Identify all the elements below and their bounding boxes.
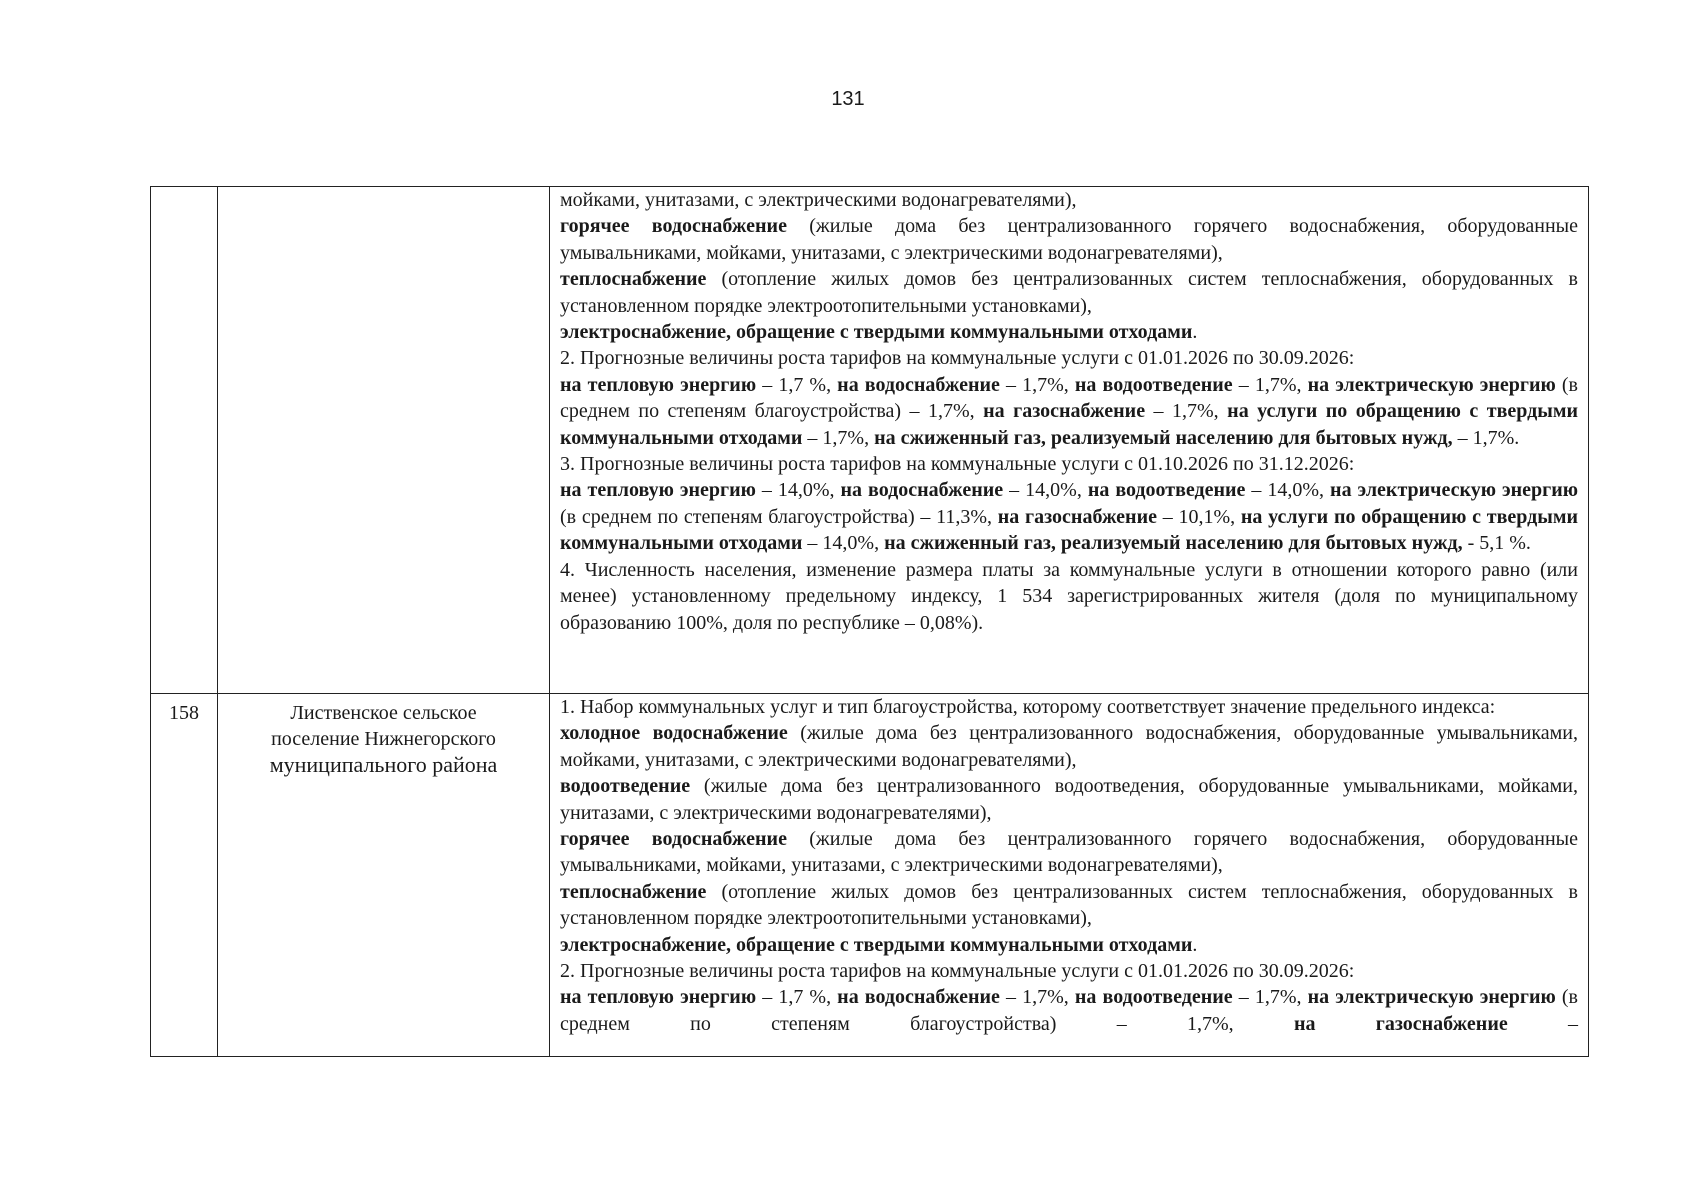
service-name: горячее водоснабжение	[560, 828, 787, 851]
municipality-name-line: Лиственское сельское	[290, 702, 477, 724]
service-detail: .	[1192, 321, 1198, 344]
desc-paragraph	[560, 319, 1578, 345]
desc-paragraph	[560, 932, 1578, 958]
tariff-item-value: (в среднем по степеням благоустройства) – 1,7%,	[560, 373, 1578, 423]
tariff-item-label: на водоотведение	[1087, 479, 1246, 502]
tariff-item-label: на водоснабжение	[837, 986, 1000, 1009]
tariff-item-label: на сжиженный газ, реализуемый населению для бытовых нужд,	[884, 532, 1463, 555]
description-cell	[550, 187, 1589, 694]
description-cell	[550, 694, 1589, 1057]
page-number: 131	[831, 88, 865, 110]
tariff-item-value: – 1,7%,	[1232, 373, 1308, 396]
tariff-item-label: на сжиженный газ, реализуемый населению для бытовых нужд,	[874, 426, 1453, 449]
tariff-item-value: – 14,0%,	[1245, 479, 1331, 502]
municipality-name-line: поселение Нижнегорского	[271, 728, 496, 750]
tariff-item-value: (в среднем по степеням благоустройства) – 1,7%,	[560, 986, 1578, 1035]
tariff-item-label: на водоотведение	[1074, 373, 1233, 396]
tariff-item-value: – 1,7%,	[802, 426, 875, 449]
service-detail: (жилые дома без централизованного водоотведения, оборудованные умывальниками, мойками, унитазами, с электрическими водонагревателями),	[560, 775, 1578, 824]
row-number-cell: 158	[151, 694, 218, 1057]
tariff-item-label: на газоснабжение	[1293, 1012, 1508, 1035]
service-detail: (отопление жилых домов без централизованных систем теплоснабжения, оборудованных в установленном порядке электроотопительными установками),	[560, 268, 1578, 317]
service-name: электроснабжение, обращение с твердыми коммунальными отходами	[560, 321, 1193, 344]
tariff-item-value: – 1,7 %,	[756, 986, 838, 1009]
municipality-name-cell	[218, 187, 550, 694]
tariff-item-label: на электрическую энергию	[1307, 986, 1556, 1009]
municipality-tariff-table	[150, 186, 1589, 1057]
service-name: электроснабжение, обращение с твердыми коммунальными отходами	[560, 933, 1193, 956]
tariff-item-value: – 1,7%,	[999, 986, 1075, 1009]
service-detail: (отопление жилых домов без централизованных систем теплоснабжения, оборудованных в установленном порядке электроотопительными установками),	[560, 880, 1578, 930]
tariff-item-label: на электрическую энергию	[1330, 479, 1579, 502]
tariff-item-label: на газоснабжение	[997, 505, 1157, 528]
tariff-item-value: – 1,7%,	[1232, 986, 1308, 1009]
desc-paragraph	[560, 773, 1578, 826]
desc-paragraph: 2. Прогнозные величины роста тарифов на коммунальные услуги с 01.01.2026 по 30.09.2026:	[560, 960, 1355, 983]
desc-paragraph: 2. Прогнозные величины роста тарифов на коммунальные услуги с 01.01.2026 по 30.09.2026:	[560, 347, 1355, 370]
tariff-item-label: на услуги по обращению с твердыми коммунальными отходами	[560, 400, 1579, 449]
tariff-growth-paragraph	[560, 984, 1578, 1037]
tariff-item-value: – 14,0%,	[802, 532, 885, 555]
tariff-item-value: – 1,7%.	[1452, 426, 1520, 449]
tariff-item-value: – 14,0%,	[1003, 479, 1088, 502]
tariff-item-label: на водоснабжение	[837, 373, 1000, 396]
service-name: холодное водоснабжение	[560, 722, 788, 745]
tariff-item-label: на тепловую энергию	[560, 373, 757, 396]
tariff-item-value: - 5,1 %.	[1462, 532, 1531, 555]
municipality-name-cell	[218, 694, 550, 1057]
tariff-item-label: на водоснабжение	[840, 479, 1004, 502]
service-detail: (жилые дома без централизованного горячего водоснабжения, оборудованные умывальниками, мойками, унитазами, с электрическими водонагревателями),	[560, 215, 1578, 264]
tariff-item-value: – 10,1%,	[1156, 505, 1241, 528]
desc-paragraph	[560, 720, 1578, 773]
tariff-item-label: на водоотведение	[1074, 986, 1233, 1009]
tariff-item-label: на газоснабжение	[983, 400, 1146, 423]
desc-paragraph	[560, 213, 1578, 266]
service-name: теплоснабжение	[560, 268, 707, 291]
tariff-item-value: – 1,7%,	[999, 373, 1075, 396]
desc-paragraph: 3. Прогнозные величины роста тарифов на коммунальные услуги с 01.10.2026 по 31.12.2026:	[560, 453, 1355, 476]
desc-paragraph	[560, 879, 1578, 932]
desc-paragraph: мойками, унитазами, с электрическими водонагревателями),	[560, 189, 1077, 211]
service-detail: (жилые дома без централизованного горячего водоснабжения, оборудованные умывальниками, мойками, унитазами, с электрическими водонагревателями),	[560, 828, 1578, 877]
desc-paragraph	[560, 826, 1578, 879]
row-number-cell	[151, 187, 218, 694]
tariff-item-label: на электрическую энергию	[1307, 373, 1556, 396]
service-name: водоотведение	[560, 775, 691, 798]
municipality-name-line: муниципального района	[269, 752, 498, 777]
tariff-item-label: на услуги по обращению с твердыми коммунальными отходами	[560, 505, 1578, 555]
desc-paragraph	[560, 266, 1578, 319]
service-name: горячее водоснабжение	[560, 215, 787, 238]
tariff-item-label: на тепловую энергию	[560, 986, 757, 1009]
tariff-item-label: на тепловую энергию	[560, 479, 756, 502]
tariff-item-value: –	[1507, 1012, 1578, 1035]
service-detail: .	[1192, 933, 1198, 956]
tariff-item-value: – 1,7%,	[1145, 400, 1228, 423]
population-paragraph: 4. Численность населения, изменение размера платы за коммунальные услуги в отношении которого равно (или менее) установленному предельному индексу, 1 534 зарегистрированных жителя (доля по муниципальному образованию 100%, доля по республике – 0,08%).	[560, 558, 1578, 634]
tariff-growth-paragraph	[560, 372, 1578, 451]
service-name: теплоснабжение	[560, 880, 707, 903]
tariff-item-value: – 1,7 %,	[756, 373, 838, 396]
service-detail: (жилые дома без централизованного водоснабжения, оборудованные умывальниками, мойками, унитазами, с электрическими водонагревателями),	[560, 722, 1578, 771]
table-row	[151, 187, 1589, 694]
tariff-item-value: (в среднем по степеням благоустройства) – 11,3%,	[560, 505, 998, 528]
desc-paragraph: 1. Набор коммунальных услуг и тип благоустройства, которому соответствует значение предельного индекса:	[560, 696, 1496, 718]
tariff-growth-paragraph	[560, 477, 1578, 556]
tariff-item-value: – 14,0%,	[755, 479, 841, 502]
table-row	[151, 694, 1589, 1057]
